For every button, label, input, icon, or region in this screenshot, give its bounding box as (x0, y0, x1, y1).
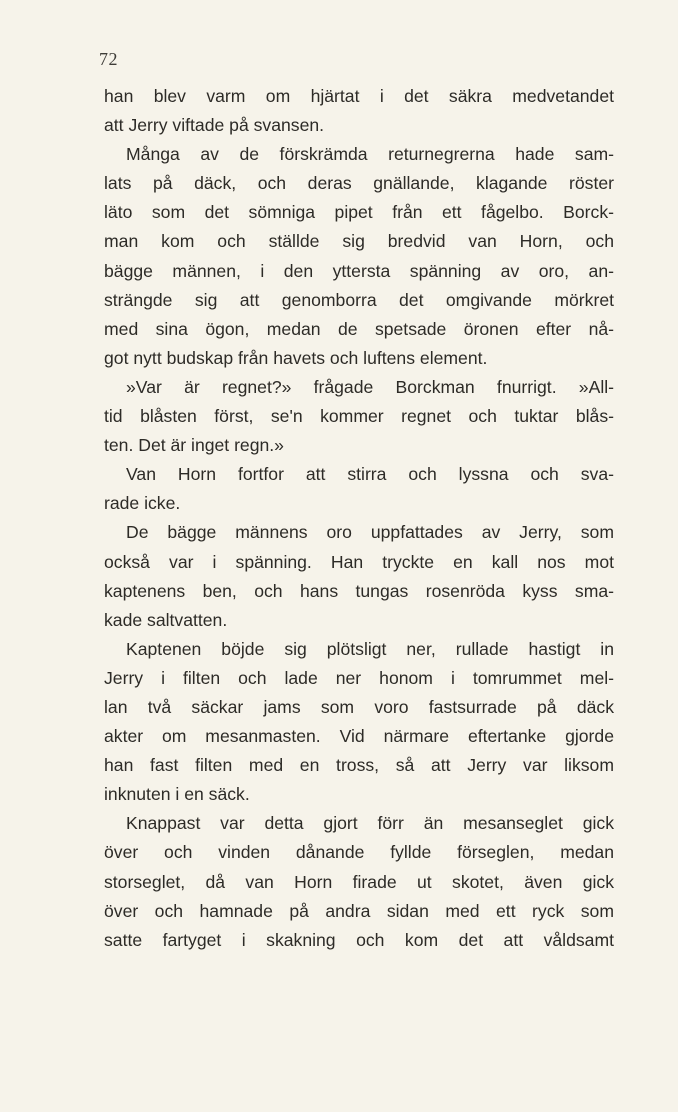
text-line: över och vinden dånande fyllde förseglen, medan (104, 842, 614, 863)
page-number: 72 (99, 49, 118, 69)
text-line: »Var är regnet?» frågade Borckman fnurrigt. »All- (126, 376, 614, 397)
text-line: bägge männen, i den yttersta spänning av oro, an- (104, 260, 614, 281)
text-line: strängde sig att genomborra det omgivande mörkret (104, 289, 614, 310)
text-line: lan två säckar jams som voro fastsurrade på däck (104, 696, 614, 717)
text-line: han fast filten med en tross, så att Jerry var liksom (104, 755, 614, 776)
text-line: Kaptenen böjde sig plötsligt ner, rullade hastigt in (126, 638, 614, 659)
text-line: kade saltvatten. (104, 609, 228, 630)
text-line: man kom och ställde sig bredvid van Horn, och (104, 231, 614, 252)
text-line: storseglet, då van Horn firade ut skotet, även gick (104, 871, 614, 892)
text-line: satte fartyget i skakning och kom det att våldsamt (104, 929, 614, 950)
text-line: Jerry i filten och lade ner honom i tomrummet mel- (104, 667, 614, 688)
text-line: kaptenens ben, och hans tungas rosenröda kyss sma- (104, 580, 614, 601)
text-line: ten. Det är inget regn.» (104, 435, 284, 456)
text-line: med sina ögon, medan de spetsade öronen efter nå- (104, 318, 614, 339)
text-line: han blev varm om hjärtat i det säkra medvetandet (104, 86, 614, 106)
text-line: Knappast var detta gjort förr än mesanseglet gick (126, 813, 614, 834)
text-line: Många av de förskrämda returnegrerna hade sam- (126, 144, 614, 165)
text-line: Van Horn fortfor att stirra och lyssna och sva- (126, 464, 614, 485)
text-line: att Jerry viftade på svansen. (104, 115, 325, 136)
text-line: got nytt budskap från havets och luftens element. (104, 347, 488, 368)
text-line: rade icke. (104, 493, 181, 514)
text-line: över och hamnade på andra sidan med ett ryck som (104, 900, 614, 921)
text-line: läto som det sömniga pipet från ett fågelbo. Borck- (104, 202, 614, 223)
text-line: De bägge männens oro uppfattades av Jerry, som (126, 522, 614, 543)
body-text (104, 82, 614, 955)
text-line: akter om mesanmasten. Vid närmare eftertanke gjorde (104, 726, 614, 747)
text-line: inknuten i en säck. (104, 784, 250, 805)
text-line: tid blåsten först, se'n kommer regnet och tuktar blås- (104, 406, 614, 427)
text-line: också var i spänning. Han tryckte en kall nos mot (104, 551, 614, 572)
text-line: lats på däck, och deras gnällande, klagande röster (104, 173, 614, 194)
